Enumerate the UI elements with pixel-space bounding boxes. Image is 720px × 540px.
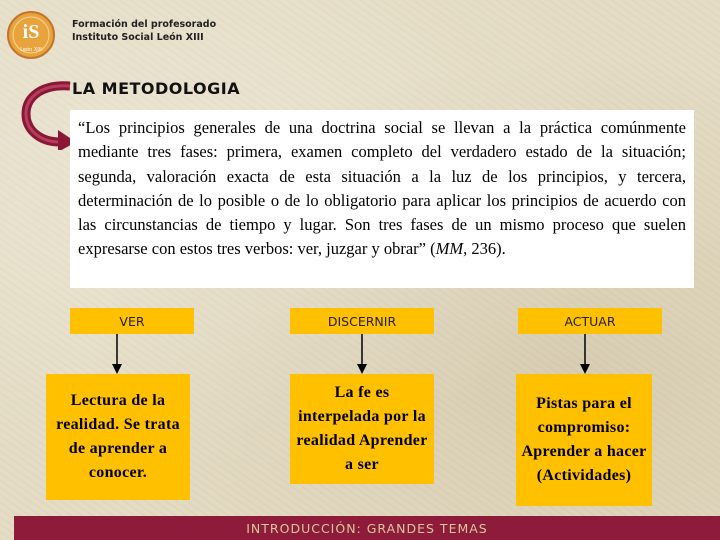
logo-small-text: León XIII	[20, 47, 42, 53]
down-arrow-icon	[356, 334, 368, 374]
down-arrow-icon	[579, 334, 591, 374]
header-text	[72, 18, 216, 44]
heading-ver: VER	[70, 308, 194, 334]
heading-discernir: DISCERNIR	[290, 308, 434, 334]
quote-end: , 236).	[463, 239, 506, 259]
footer-bar: INTRODUCCIÓN: GRANDES TEMAS	[14, 516, 720, 540]
body-discernir: La fe es interpelada por la realidad Aprender a ser	[290, 374, 434, 484]
page-title: LA METODOLOGIA	[72, 79, 241, 98]
quote-box	[70, 110, 694, 288]
quote-source: MM	[435, 239, 464, 259]
logo-letters: iS	[22, 21, 40, 43]
header-line-2: Instituto Social León XIII	[72, 32, 204, 43]
quote-text: “Los principios generales de una doctrina social se llevan a la práctica comúnmente mediante tres fases: primera, examen completo del verdadero estado de la situación; segunda, valoración exacta de esta situación a la luz de los principios, y tercera, determinación de lo posible o de lo obligatorio para aplicar los principios de acuerdo con las circunstancias de tiempo y lugar. Son tres fases de un mismo proceso que suelen expresarse con estos tres verbos: ver, juzgar y obrar” (	[78, 118, 686, 259]
down-arrow-icon	[111, 334, 123, 374]
header-line-1: Formación del profesorado	[72, 19, 217, 30]
heading-actuar: ACTUAR	[518, 308, 662, 334]
body-actuar: Pistas para el compromiso: Aprender a hacer (Actividades)	[516, 374, 652, 506]
body-ver: Lectura de la realidad. Se trata de aprender a conocer.	[46, 374, 190, 500]
school-logo-icon	[6, 10, 56, 60]
